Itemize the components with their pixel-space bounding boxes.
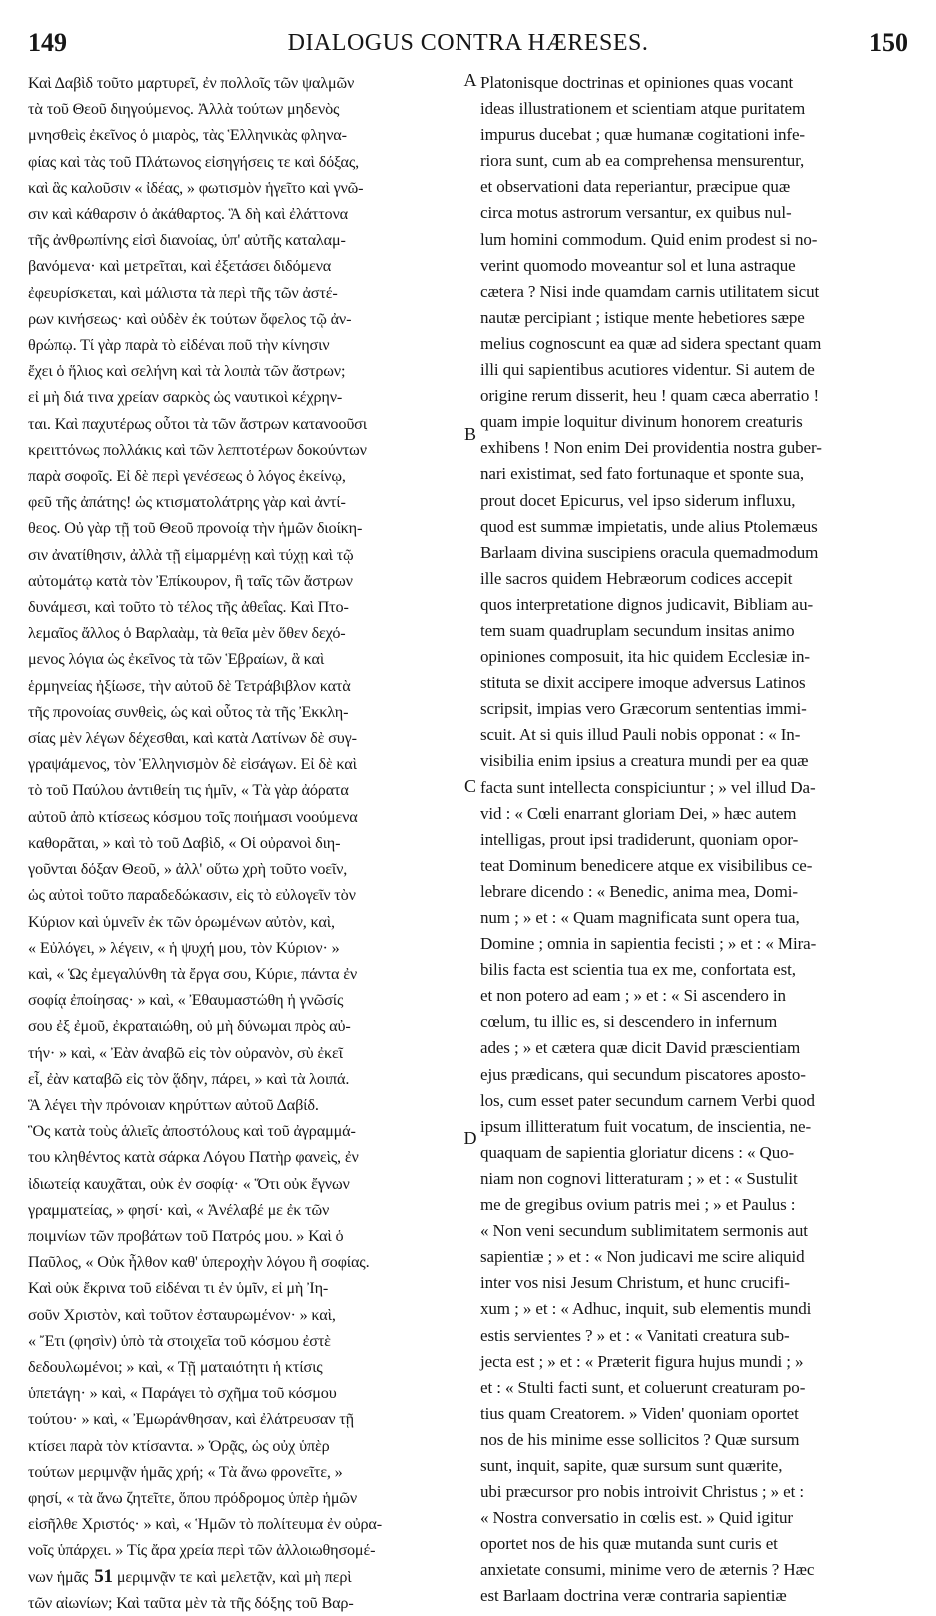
text-line: verint quomodo moveantur sol et luna astraque	[480, 255, 796, 275]
text-line: παρὰ σοφοῖς. Εἰ δὲ περὶ γενέσεως ὁ λόγος ἐκείνῳ,	[28, 467, 346, 486]
text-line: ρων κινήσεως· καὶ οὐδὲν ἐκ τούτων ὄφελος τῷ ἀν-	[28, 309, 352, 328]
text-line: Ὃς κατὰ τοὺς ἁλιεῖς ἀποστόλους καὶ τοῦ ἀγραμμά-	[28, 1122, 356, 1141]
text-line: num ; » et : « Quam magnificata sunt opera tua,	[480, 908, 800, 927]
text-line: ideas illustrationem et scientiam atque puritatem	[480, 99, 806, 119]
text-line: inter vos nisi Jesum Christum, et hunc crucifi-	[480, 1273, 790, 1293]
text-line: « Ἔτι (φησὶν) ὑπὸ τὰ στοιχεῖα τοῦ κόσμου ἐστὲ	[28, 1331, 331, 1350]
text-line: σοφίᾳ ἐποίησας· » καὶ, « Ἐθαυμαστώθη ἡ γνῶσίς	[28, 991, 344, 1010]
text-line: scuit. At si quis illud Pauli nobis opponat : « In-	[480, 725, 801, 745]
text-line: teat Dominum benedicere atque ex visibilibus ce-	[480, 855, 813, 875]
text-line: σοῦν Χριστὸν, καὶ τοῦτον ἐσταυρωμένον· » καὶ,	[28, 1305, 336, 1324]
text-line: ubi præcursor pro nobis introivit Christus ; » et :	[480, 1482, 805, 1502]
text-line: τούτου· » καὶ, « Ἐμωράνθησαν, καὶ ἐλάτρευσαν τῇ	[28, 1410, 354, 1429]
text-line: exhibens ! Non enim Dei providentia nostra guber-	[480, 438, 822, 458]
margin-marker-a: A	[463, 70, 477, 90]
text-line: « Εὐλόγει, » λέγειν, « ἡ ψυχή μου, τὸν Κύριον· »	[28, 938, 340, 957]
text-line: μενος λόγια ὡς ἐκεῖνος τὰ τῶν Ἑβραίων, ἃ καὶ	[28, 650, 325, 669]
text-line: quaquam de sapientia gloriatur dicens : « Quo-	[480, 1142, 795, 1162]
text-line: visibilia enim ipsius a creatura mundi per ea quæ	[480, 751, 809, 771]
text-line: ipsum illitteratum fuit vocatum, de inscientia, ne-	[480, 1116, 812, 1136]
text-line: σιν καὶ κάθαρσιν ὁ ἀκάθαρτος. Ἃ δὴ καὶ ἐλάττονα	[28, 205, 349, 224]
text-line: τὸ τοῦ Παύλου ἀντιθείη τις ἡμῖν, « Τὰ γὰρ ἀόρατα	[28, 781, 349, 800]
text-line: Barlaam divina suscipiens oracula quemadmodum	[480, 542, 819, 562]
text-line: τῆς προνοίας συνθεὶς, ὡς καὶ οὗτος τὰ τῆς Ἐκκλη-	[28, 702, 349, 721]
text-line: melius cognoscunt ea quæ ad sidera spectant quam	[480, 333, 822, 353]
text-line	[28, 1564, 460, 1590]
text-line: scripsit, impias vero Græcorum sententias immi-	[480, 699, 807, 719]
text-line: ὑπετάγη· » καὶ, « Παράγει τὸ σχῆμα τοῦ κόσμου	[28, 1384, 337, 1403]
text-line: καὶ, « Ὡς ἐμεγαλύνθη τὰ ἔργα σου, Κύριε, πάντα ἐν	[28, 964, 358, 983]
text-line: σίας μὲν λέγων δέχεσθαι, καὶ κατὰ Λατίνων δὲ συγ-	[28, 729, 357, 748]
text-line: illi qui sapientibus acutiores videntur. Si autem de	[480, 360, 815, 380]
margin-marker-d: D	[463, 1128, 477, 1148]
text-line: « Nostra conversatio in cœlis est. » Quid igitur	[480, 1508, 793, 1528]
text-line: τῆς ἀνθρωπίνης εἰσὶ διανοίας, ὑπ' αὐτῆς καταλαμ-	[28, 231, 346, 250]
greek-text-column	[28, 70, 460, 1612]
text-line: ἔχει ὁ ἥλιος καὶ σελήνη καὶ τὰ λοιπὰ τῶν ἄστρων;	[28, 362, 346, 381]
text-line: estis servientes ? » et : « Vanitati creatura sub-	[480, 1325, 790, 1345]
text-line: γραμματείας, » φησί· καὶ, « Ἀνέλαβέ με ἐκ τῶν	[28, 1200, 330, 1219]
text-line: φεῦ τῆς ἀπάτης! ὡς κτισματολάτρης γὰρ καὶ ἀντί-	[28, 493, 346, 512]
text-line: los, cum esset pater secundum carnem Verbi quod	[480, 1090, 815, 1110]
text-line: σιν ἀνατίθησιν, ἀλλὰ τῇ εἱμαρμένῃ καὶ τύχῃ καὶ τῷ	[28, 545, 354, 564]
text-line: βανόμενα· καὶ μετρεῖται, καὶ ἐξετάσει διδόμενα	[28, 257, 332, 276]
text-line: του κληθέντος κατὰ σάρκα Λόγου Πατὴρ φανεὶς, ἐν	[28, 1148, 359, 1167]
text-line: ejus prædicans, qui secundum piscatores aposto-	[480, 1064, 806, 1084]
text-line: εἰσῆλθε Χριστός· » καὶ, « Ἡμῶν τὸ πολίτευμα ἐν οὐρα-	[28, 1515, 382, 1534]
page-number-right: 150	[869, 28, 908, 57]
text-line: σου ἐξ ἐμοῦ, ἐκραταιώθη, οὐ μὴ δύνωμαι πρὸς αὐ-	[28, 1017, 351, 1036]
text-line: quos interpretatione dignos judicavit, Bibliam au-	[480, 594, 814, 614]
text-line: φησί, « τὰ ἄνω ζητεῖτε, ὅπου πρόδρομος ὑπὲρ ἡμῶν	[28, 1488, 358, 1507]
margin-marker-b: B	[463, 424, 476, 444]
text-line: et : « Stulti facti sunt, et coluerunt creaturam po-	[480, 1377, 806, 1397]
text-line: impurus ducebat ; quæ humanæ cogitationi infe-	[480, 125, 805, 145]
text-line: λεμαῖος ἄλλος ὁ Βαρλαὰμ, τὰ θεῖα μὲν ὅθεν δεχό-	[28, 624, 346, 643]
text-fragment: μεριμνᾷν τε καὶ μελετᾷν, καὶ μὴ περὶ	[116, 1567, 352, 1586]
text-line: Ἃ λέγει τὴν πρόνοιαν κηρύττων αὐτοῦ Δαβίδ.	[28, 1095, 319, 1114]
text-line: riora sunt, cum ab ea comprehensa mensurentur,	[480, 151, 805, 171]
text-line: νοῖς ὑπάρχει. » Τίς ἄρα χρεία περὶ τῶν ἀλλοιωθησομέ-	[28, 1541, 376, 1560]
text-line: Domine ; omnia in sapientia fecisti ; » et : « Mira-	[480, 934, 817, 954]
text-line: quam impie loquitur divinum honorem creaturis	[480, 412, 803, 432]
text-line: nos de his minime esse sollicitos ? Quæ sursum	[480, 1429, 800, 1449]
text-line: ἰδιωτείᾳ καυχᾶται, οὐκ ἐν σοφίᾳ· « Ὅτι οὐκ ἔγνων	[28, 1174, 350, 1193]
text-line: φίας καὶ τὰς τοῦ Πλάτωνος εἰσηγήσεις τε καὶ δόξας,	[28, 152, 360, 171]
text-line: nautæ percipiant ; istique mente hebetiores sæpe	[480, 307, 805, 327]
column-number: 51	[94, 1565, 113, 1587]
text-line: γραψάμενος, τὸν Ἑλληνισμὸν δὲ εἰσάγων. Εἰ δὲ καὶ	[28, 755, 357, 774]
text-line: nari existimat, sed fato fortunaque et sponte sua,	[480, 464, 805, 484]
text-line: τὰ τοῦ Θεοῦ διηγούμενος. Ἀλλὰ τούτων μηδενὸς	[28, 100, 340, 119]
text-line: jecta est ; » et : « Præterit figura hujus mundi ; »	[480, 1351, 804, 1371]
page-number-left: 149	[28, 28, 67, 57]
text-line: δυνάμεσι, καὶ τοῦτο τὸ τέλος τῆς ἀθεΐας. Καὶ Πτο-	[28, 598, 349, 617]
text-line: Platonisque doctrinas et opiniones quas vocant	[480, 73, 794, 92]
text-line: εἶ, ἐὰν καταβῶ εἰς τὸν ᾅδην, πάρει, » καὶ τὰ λοιπά.	[28, 1069, 350, 1088]
text-line: cœlum, tu illic es, si descendero in infernum	[480, 1012, 778, 1032]
text-line: αὐτομάτῳ κατὰ τὸν Ἐπίκουρον, ἢ ταῖς τῶν ἄστρων	[28, 571, 353, 590]
text-line: « Non veni secundum sublimitatem sermonis aut	[480, 1221, 808, 1241]
text-line: est Barlaam doctrina veræ contraria sapientiæ	[480, 1586, 787, 1606]
text-line: lum homini commodum. Quid enim prodest si no-	[480, 229, 818, 249]
text-line: lebrare dicendo : « Benedic, anima mea, Domi-	[480, 881, 798, 901]
text-line: κρειττόνως πολλάκις καὶ τῶν λεπτοτέρων δοκούντων	[28, 440, 367, 459]
text-line: origine rerum disserit, heu ! quam cæca aberratio !	[480, 386, 820, 406]
text-line: ἑρμηνείας ἠξίωσε, τὴν αὐτοῦ δὲ Τετράβιβλον κατὰ	[28, 676, 351, 695]
text-line: θρώπῳ. Τί γὰρ παρὰ τὸ εἰδέναι ποῦ τὴν κίνησιν	[28, 336, 330, 355]
text-line: Καὶ Δαβὶδ τοῦτο μαρτυρεῖ, ἐν πολλοῖς τῶν ψαλμῶν	[28, 74, 355, 92]
text-line: oportet nos de his quæ mutanda sunt curis et	[480, 1534, 778, 1554]
text-line: κτίσει παρὰ τὸν κτίσαντα. » Ὁρᾷς, ὡς οὐχ ὑπὲρ	[28, 1436, 330, 1455]
text-line: xum ; » et : « Adhuc, inquit, sub elementis mundi	[480, 1299, 812, 1319]
text-line: bilis facta est scientia tua ex me, confortata est,	[480, 960, 796, 980]
text-line: anxietate consumi, minime vero de æternis ? Hæc	[480, 1560, 815, 1580]
text-line: circa motus astrorum versantur, ex quibus nul-	[480, 203, 792, 223]
text-line: et observationi data reperiantur, præcipue quæ	[480, 177, 791, 197]
text-line: μνησθεὶς ἐκεῖνος ὁ μιαρὸς, τὰς Ἑλληνικὰς φληνα-	[28, 126, 347, 145]
text-line: tius quam Creatorem. » Viden' quoniam oportet	[480, 1403, 799, 1423]
text-line: τούτων μεριμνᾷν ἡμᾶς χρή; « Τὰ ἄνω φρονεῖτε, »	[28, 1462, 343, 1481]
text-line: γοῦνται δόξαν Θεοῦ, » ἀλλ' οὕτω χρὴ τοῦτο νοεῖν,	[28, 860, 348, 879]
text-line: τῶν αἰωνίων; Καὶ ταῦτα μὲν τὰ τῆς δόξης τοῦ Βαρ-	[28, 1593, 354, 1612]
text-line: intelligas, prout ipsi tradiderunt, quoniam opor-	[480, 829, 799, 849]
text-line: ποιμνίων τῶν προβάτων τοῦ Πατρός μου. » Καὶ ὁ	[28, 1226, 344, 1245]
running-title: DIALOGUS CONTRA HÆRESES.	[287, 30, 649, 56]
text-line: facta sunt intellecta conspiciuntur ; » vel illud Da-	[480, 777, 816, 797]
text-line: θεος. Οὐ γὰρ τῇ τοῦ Θεοῦ προνοίᾳ τὴν ἡμῶν διοίκη-	[28, 519, 363, 538]
text-line: cætera ? Nisi inde quamdam carnis utilitatem sicut	[480, 281, 820, 301]
text-line: ὡς αὐτοὶ τοῦτο παραδεδώκασιν, εἰς τὸ εὐλογεῖν τὸν	[28, 886, 356, 905]
text-line: quod est summæ impietatis, unde alius Ptolemæus	[480, 516, 818, 536]
text-line: αὐτοῦ ἀπὸ κτίσεως κόσμου τοῖς ποιήμασι νοούμενα	[28, 807, 358, 826]
margin-marker-c: C	[463, 776, 476, 796]
text-line: ται. Καὶ παχυτέρως οὗτοι τὰ τῶν ἄστρων κατανοοῦσι	[28, 414, 367, 433]
text-line: niam non cognovi litteraturam ; » et : « Sustulit	[480, 1168, 798, 1188]
text-line: εἰ μὴ διά τινα χρείαν σαρκὸς ὡς ναυτικοὶ κέχρην-	[28, 388, 343, 407]
text-line: Καὶ οὐκ ἔκρινα τοῦ εἰδέναι τι ἐν ὑμῖν, εἰ μὴ Ἰη-	[28, 1279, 329, 1298]
text-line: opiniones composuit, ita hic quidem Ecclesiæ in-	[480, 647, 810, 667]
page-header	[28, 28, 908, 64]
text-line: prout docet Epicurus, vel ipso siderum influxu,	[480, 490, 796, 510]
text-line: Παῦλος, « Οὐκ ἦλθον καθ' ὑπεροχὴν λόγου ἢ σοφίας.	[28, 1253, 370, 1272]
text-line: vid : « Cœli enarrant gloriam Dei, » hæc autem	[480, 803, 797, 823]
text-line: δεδουλωμένοι; » καὶ, « Τῇ ματαιότητι ἡ κτίσις	[28, 1357, 323, 1376]
text-line: tem suam quadruplam secundum insitas animo	[480, 620, 795, 640]
text-line: τήν· » καὶ, « Ἐὰν ἀναβῶ εἰς τὸν οὐρανὸν, σὺ ἐκεῖ	[28, 1043, 343, 1062]
text-line: ille sacros quidem Hebræorum codices accepit	[480, 568, 793, 588]
text-line: καθορᾶται, » καὶ τὸ τοῦ Δαβὶδ, « Οἱ οὐρανοὶ διη-	[28, 833, 341, 852]
text-line: et non potero ad eam ; » et : « Si ascendero in	[480, 986, 786, 1006]
latin-text-column	[480, 70, 910, 1606]
text-line: ades ; » et cætera quæ dicit David præscientiam	[480, 1038, 801, 1058]
text-line: sunt, inquit, sapite, quæ sursum sunt quærite,	[480, 1455, 783, 1475]
text-fragment: νων ἡμᾶς	[28, 1567, 89, 1586]
text-line: καὶ ἃς καλοῦσιν « ἰδέας, » φωτισμὸν ἡγεῖτο καὶ γνῶ-	[28, 178, 364, 197]
text-line: Κύριον καὶ ὑμνεῖν ἐκ τῶν ὁρωμένων αὐτὸν, καὶ,	[28, 912, 335, 931]
text-line: ἐφευρίσκεται, καὶ μάλιστα τὰ περὶ τῆς τῶν ἀστέ-	[28, 283, 338, 302]
text-line: sapientiæ ; » et : « Non judicavi me scire aliquid	[480, 1247, 805, 1267]
text-line: stituta se dixit accipere imoque adversus Latinos	[480, 673, 806, 693]
text-line: me de gregibus ovium patris mei ; » et Paulus :	[480, 1195, 796, 1215]
